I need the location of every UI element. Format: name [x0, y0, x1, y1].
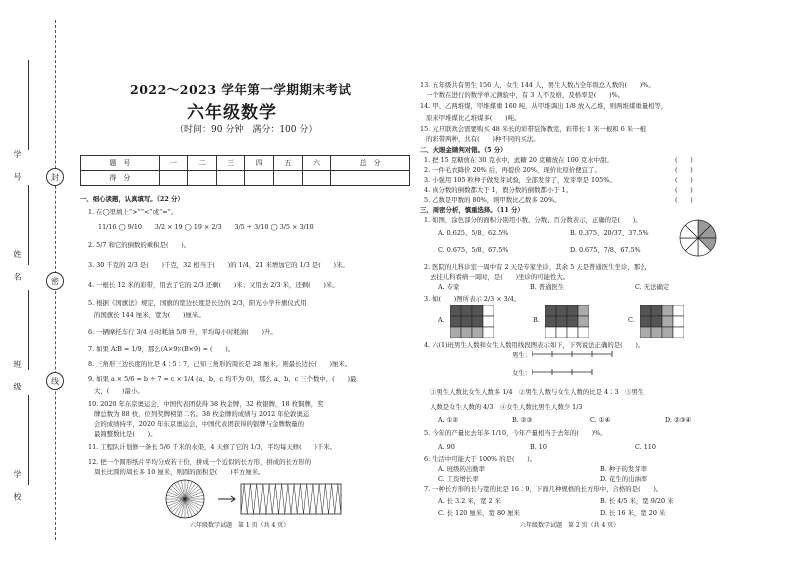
grid-cell	[673, 327, 684, 338]
approx-rectangle-icon	[241, 484, 341, 514]
score-cell[interactable]	[159, 171, 188, 186]
grid-cell	[545, 316, 556, 327]
exam-time-info: （时间：90 分钟 满分：100 分）	[175, 125, 318, 135]
question-9-line-1: 9. 如果 a × 5/6 = b ÷ 7 = c × 1/4 (a、b、c 均不为 0)，那么 a、b、c 三个数中，( )最	[88, 375, 357, 383]
student-no-label: 学 号	[13, 150, 22, 187]
question-5-line-1: 5. 根据《国旗法》规定，国旗的宽边长度是长边的 2/3，阳光小学升旗仪式用	[88, 299, 307, 307]
choice-5-option-c[interactable]: C. 110	[635, 443, 656, 451]
question-12-line-2: 周长比圆的周长多 10 厘米，则圆的面积是( )平方厘米。	[94, 468, 265, 476]
grid-cell	[450, 327, 461, 338]
score-header-row	[81, 156, 410, 171]
score-header-cell: 五	[274, 156, 303, 171]
grid-cell	[461, 316, 472, 327]
choice-1-option-a[interactable]: A. 0.625、5/8、62.5%	[438, 229, 509, 237]
section-1-heading: 一、细心读题，认真填写。（22 分）	[80, 195, 184, 203]
choice-2-option-c[interactable]: C. 无法确定	[635, 283, 670, 291]
page-2-footer: 六年级数学试题 第 2 页（共 4 页）	[520, 522, 620, 529]
grid-cell	[461, 305, 472, 316]
grid-cell	[556, 305, 567, 316]
question-15-line-2: 的彩带两种，共有( )种不同的买法。	[426, 135, 540, 143]
judge-2: 2. 一件毛衣降价 20% 后，再提价 20%，现价比原价便宜了。	[424, 166, 601, 174]
grid-cell	[483, 316, 494, 327]
name-label: 姓 名	[13, 250, 22, 287]
question-9-line-2: 大，( )最小。	[94, 387, 144, 395]
seal-mark: 密	[46, 272, 64, 290]
choice-6-option-d[interactable]: D. 花生的出油率	[600, 475, 648, 483]
question-10-line-4: 最简整数比是( )。	[94, 430, 157, 438]
choice-4-statements-1: ①男生人数比女生人数多 1/4 ②男生人数与女生人数的比是 4∶3 ③男生	[430, 388, 645, 396]
section-3-heading: 三、周密分析，慎重选择。（11 分）	[420, 206, 524, 214]
question-6: 6. 一辆摩托车行 3/4 小时耗油 5/8 升，平均每小时耗油( )升。	[88, 328, 277, 336]
question-1-items: 11/16 ◯ 9/10 3/2 × 19 ◯ 19 × 2/3 3/5 ÷ 3/10 ◯ 3/5 × 3/10	[98, 223, 314, 231]
grid-cell	[483, 327, 494, 338]
score-cell[interactable]	[245, 171, 274, 186]
grid-figure-b	[545, 305, 589, 338]
question-10-line-2: 牌总数为 88 枚，位列奖牌榜第二名。38 枚金牌的成绩与 2012 年伦敦奥运	[94, 410, 310, 418]
score-header-cell: 四	[245, 156, 274, 171]
judge-5-answer[interactable]: ( )	[675, 196, 693, 204]
score-header-cell: 总 分	[331, 156, 410, 171]
grid-cell	[483, 305, 494, 316]
choice-3: 3. 如( )图所表示 2/3 × 3/4。	[424, 295, 521, 303]
girls-label: 女生：	[512, 369, 532, 377]
judge-3: 3. 小强用 105 粒种子做发芽试验，全部发芽了，发芽率是 105%。	[424, 176, 616, 184]
choice-6: 6. 生活中可能大于 100% 的是( )。	[424, 455, 537, 463]
choice-4-option-d[interactable]: D. ②③④	[665, 416, 692, 424]
grid-cell	[651, 316, 662, 327]
grid-cell	[472, 316, 483, 327]
grid-cell	[640, 305, 651, 316]
grid-cell	[450, 305, 461, 316]
choice-3-option-c[interactable]: C.	[628, 316, 635, 324]
judge-5: 5. 乙数是甲数的 80%，则甲数比乙数多 20%。	[424, 196, 561, 204]
judge-2-answer[interactable]: ( )	[675, 166, 693, 174]
grid-cell	[578, 327, 589, 338]
grid-cell	[673, 305, 684, 316]
grid-cell	[640, 327, 651, 338]
choice-7-option-d[interactable]: D. 长 16 米，宽 20 米	[600, 509, 666, 517]
grid-cell	[578, 316, 589, 327]
grid-cell	[472, 305, 483, 316]
grid-cell	[567, 305, 578, 316]
school-label: 学 校	[13, 470, 22, 507]
exam-title-year: 2022～2023 学年第一学期期末考试	[130, 82, 352, 97]
segmented-circle-icon	[166, 480, 204, 518]
score-header-cell: 六	[302, 156, 331, 171]
grid-cell	[578, 305, 589, 316]
choice-1-option-d[interactable]: D. 0.675、7/8、67.5%	[570, 246, 641, 254]
boys-segment-icon	[532, 351, 612, 357]
choice-4-option-b[interactable]: B. ②③	[512, 416, 533, 424]
question-1: 1. 在◯里填上“>”“<”或“=”。	[88, 208, 178, 216]
score-row-label: 得 分	[81, 171, 160, 186]
grid-cell	[640, 316, 651, 327]
choice-3-option-a[interactable]: A.	[438, 316, 445, 324]
judge-1: 1. 把 15 克糖放在 30 克水中，此糖 20 克糖放在 100 克水中甜。	[424, 156, 613, 164]
boys-label: 男生：	[512, 351, 532, 359]
question-5-line-2: 的国旗长 144 厘米，宽为( )厘米。	[94, 311, 205, 319]
grid-cell	[662, 316, 673, 327]
score-cell[interactable]	[188, 171, 217, 186]
choice-3-option-b[interactable]: B.	[533, 316, 540, 324]
choice-7-option-c[interactable]: C. 长 120 厘米，宽 80 厘米	[438, 509, 520, 517]
choice-2-line-2: 去挂儿科看病一周时，是( )坐诊的可能性大。	[430, 273, 570, 281]
score-cell[interactable]	[302, 171, 331, 186]
choice-2-option-b[interactable]: B. 普通医生	[530, 283, 565, 291]
grid-cell	[556, 327, 567, 338]
judge-4: 4. 真分数的倒数都大于 1，假分数的倒数都小于 1。	[424, 186, 573, 194]
choice-5-option-b[interactable]: B. 10	[530, 443, 547, 451]
grid-cell	[556, 316, 567, 327]
grid-cell	[567, 327, 578, 338]
grid-cell	[673, 316, 684, 327]
choice-4-option-a[interactable]: A. ①②	[438, 416, 459, 424]
line-segment-diagram	[532, 348, 622, 382]
girls-segment-icon	[532, 369, 592, 375]
seal-mark: 封	[46, 168, 64, 186]
choice-6-option-b[interactable]: B. 种子的发芽率	[600, 465, 648, 473]
score-header-cell: 二	[188, 156, 217, 171]
choice-4-option-c[interactable]: C. ①④	[590, 416, 611, 424]
grid-cell	[662, 305, 673, 316]
score-header-cell: 三	[216, 156, 245, 171]
class-label: 班 级	[13, 360, 22, 397]
question-15-line-1: 15. 元旦联欢会需要购买 48 米长的彩带装饰教室，彩带长 1 米一根和 6 米一根	[420, 125, 646, 133]
choice-4: 4. 六(1)班男生人数和女生人数用线段图表示如下，下列说法正确的是( )。	[424, 341, 645, 349]
question-14-line-1: 14. 甲、乙两堆煤，甲堆煤重 160 吨，从甲堆调出 1/8 放入乙堆，则两堆煤重量相等，	[420, 102, 668, 110]
grid-cell	[567, 316, 578, 327]
choice-4-statements-2: 人数是女生人数的 4/3 ④女生人数比男生人数少 1/3	[430, 403, 583, 411]
grid-cell	[545, 305, 556, 316]
question-13-line-2: 一个数在进行的数学单元测验中，有 3 人不及格，及格率是( )%。	[426, 91, 625, 99]
name-line	[28, 185, 29, 265]
question-2: 2. 5/7 和它的倒数的乘积是( )。	[88, 241, 191, 249]
circle-to-rectangle-figure	[155, 478, 365, 520]
choice-5-option-a[interactable]: A. 90	[438, 443, 455, 451]
seal-mark: 线	[46, 372, 64, 390]
question-8: 8. 三角形三边长度的比是 4∶5∶7，已知三角形的周长是 28 厘米，则最长边长( )厘米。	[88, 360, 352, 368]
class-line	[28, 290, 29, 370]
grid-cell	[545, 327, 556, 338]
choice-6-option-a[interactable]: A. 班级的出勤率	[438, 465, 486, 473]
grid-cell	[461, 327, 472, 338]
score-cell[interactable]	[274, 171, 303, 186]
student-no-line	[28, 60, 29, 150]
grid-figure-a	[450, 305, 494, 338]
choice-6-option-c[interactable]: C. 工资增长率	[438, 475, 479, 483]
choice-1-option-c[interactable]: C. 0.675、5/8、67.5%	[438, 246, 509, 254]
grid-cell	[472, 327, 483, 338]
judge-4-answer[interactable]: ( )	[675, 186, 693, 194]
question-10-line-1: 10. 2020 年东京奥运会，中国代表团获得 38 枚金牌，32 枚银牌，18 枚铜牌，奖	[88, 400, 324, 408]
question-12-line-1: 12. 把一个圆形纸片平均分成若干份，拼成一个近似的长方形，拼成的长方形的	[88, 458, 312, 466]
score-cell[interactable]	[216, 171, 245, 186]
grid-cell	[651, 305, 662, 316]
judge-1-answer[interactable]: ( )	[675, 156, 693, 164]
arrow-icon	[218, 496, 235, 502]
grid-cell	[662, 327, 673, 338]
score-header-cell: 题 号	[81, 156, 160, 171]
question-14-line-2: 原来甲堆煤比乙堆煤多( )吨。	[426, 114, 521, 122]
question-3: 3. 30 千克的 2/3 是( )千克，32 相当于( )的 1/4，21 米增加它的 1/3 是( )米。	[88, 261, 349, 269]
choice-5: 5. 今年的产量比去年多 1/10，今年产量相当于去年的( )%。	[424, 429, 607, 437]
shaded-pie-figure	[678, 218, 718, 258]
question-13-line-1: 13. 五年级共有男生 156 人，女生 144 人，男生人数占全年级总人数的( )%。	[420, 81, 655, 89]
section-2-heading: 二、火眼金睛判对错。（5 分）	[420, 146, 507, 154]
grid-figure-c	[640, 305, 684, 338]
choice-1-option-b[interactable]: B. 0.375、20/37、37.5%	[570, 229, 649, 237]
choice-1: 1. 如图，涂色部分的面积分别用小数、分数、百分数表示，正确的是( )。	[424, 216, 642, 224]
question-11: 11. 工程队计划修一条长 5/6 千米的水渠，4 天修了它的 1/3，平均每天修( )千米。	[88, 443, 337, 451]
question-7: 7. 如果 A∶B = 1/9，那么(A×9)∶(B×9) = ( )。	[88, 345, 235, 353]
page-1-footer: 六年级数学试题 第 1 页（共 4 页）	[190, 522, 290, 529]
grid-cell	[450, 316, 461, 327]
score-row	[81, 171, 410, 186]
school-line	[28, 395, 29, 485]
score-cell[interactable]	[331, 171, 410, 186]
rect-zigzag	[241, 484, 341, 514]
binding-margin	[0, 0, 72, 561]
score-table	[80, 155, 410, 186]
score-header-cell: 一	[159, 156, 188, 171]
judge-3-answer[interactable]: ( )	[675, 176, 693, 184]
choice-2-option-a[interactable]: A. 专家	[438, 283, 460, 291]
question-10-line-3: 会的成绩持平，2020 年东京奥运会，中国代表团获得的银牌与金牌数量的	[94, 420, 305, 428]
choice-7-option-b[interactable]: B. 长 4/5 米，宽 9/20 米	[600, 497, 674, 505]
exam-title-subject: 六年级数学	[187, 103, 277, 123]
choice-7: 7. 一种长方形的长与宽的比是 16∶9，下面几种规格的长方形中，合格的是( )。	[424, 485, 663, 493]
grid-cell	[651, 327, 662, 338]
question-4: 4. 一根长 12 米的彩带，用去了它的 2/3 还剩( )米；又用去 2/3 米，还剩( )米。	[88, 281, 339, 289]
choice-7-option-a[interactable]: A. 长 3.2 米，宽 2 米	[438, 497, 501, 505]
choice-2-line-1: 2. 医院的儿科诊室一周中有 2 天是专家坐诊，其余 5 天是普通医生坐诊，那么	[424, 263, 647, 271]
